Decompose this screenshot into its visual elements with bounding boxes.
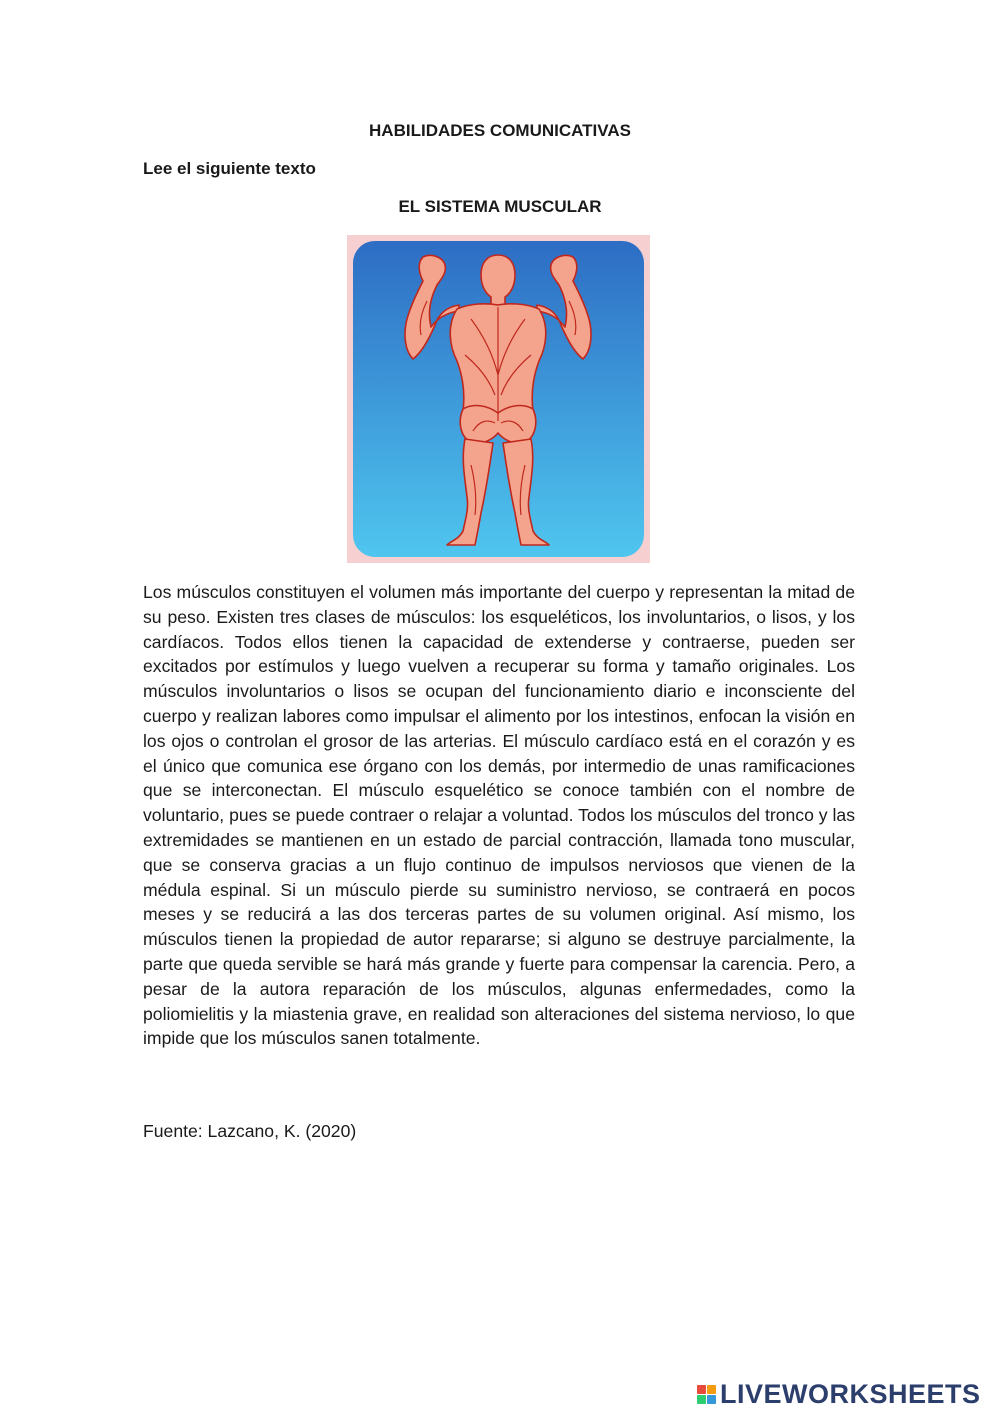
brand-name: LIVEWORKSHEETS	[720, 1378, 981, 1409]
instruction-text: Lee el siguiente texto	[143, 159, 316, 178]
logo-cell	[707, 1385, 716, 1394]
logo-mark-icon	[697, 1385, 716, 1404]
liveworksheets-logo	[697, 1377, 981, 1411]
logo-cell	[707, 1395, 716, 1404]
source-citation: Fuente: Lazcano, K. (2020)	[143, 1121, 357, 1141]
reading-title: EL SISTEMA MUSCULAR	[398, 197, 602, 216]
muscular-system-figure	[347, 235, 650, 563]
muscle-man-illustration	[347, 235, 650, 563]
logo-cell	[697, 1385, 706, 1394]
logo-cell	[697, 1395, 706, 1404]
reading-body: Los músculos constituyen el volumen más importante del cuerpo y representan la mitad de su peso. Existen tres clases de músculos: los esqueléticos, los involuntarios, o lisos, y los cardíacos. Todos ellos tienen la capacidad de extenderse y contraerse, pueden ser excitados por estímulos y luego vuelven a recuperar su forma y tamaño originales. Los músculos involuntarios o lisos se ocupan del funcionamiento diario e inconsciente del cuerpo y realizan labores como impulsar el alimento por los intestinos, enfocan la visión en los ojos o controlan el grosor de las arterias. El músculo cardíaco está en el corazón y es el único que comunica ese órgano con los demás, por intermedio de unas ramificaciones que se interconectan. El músculo esquelético se conoce también con el nombre de voluntario, pues se puede contraer o relajar a voluntad. Todos los músculos del tronco y las extremidades se mantienen en un estado de parcial contracción, llamada tono muscular, que se conserva gracias a un flujo continuo de impulsos nerviosos que vienen de la médula espinal. Si un músculo pierde su suministro nervioso, se contraerá en pocos meses y se reducirá a las dos terceras partes de su volumen original. Así mismo, los músculos tienen la propiedad de autor repararse; si alguno se destruye parcialmente, la parte que queda servible se hará más grande y fuerte para compensar la carencia. Pero, a pesar de la autora reparación de los músculos, algunas enfermedades, como la poliomielitis y la miastenia grave, en realidad son alteraciones del sistema nervioso, lo que impide que los músculos sanen totalmente.	[143, 582, 855, 1049]
worksheet-title: HABILIDADES COMUNICATIVAS	[369, 121, 631, 140]
